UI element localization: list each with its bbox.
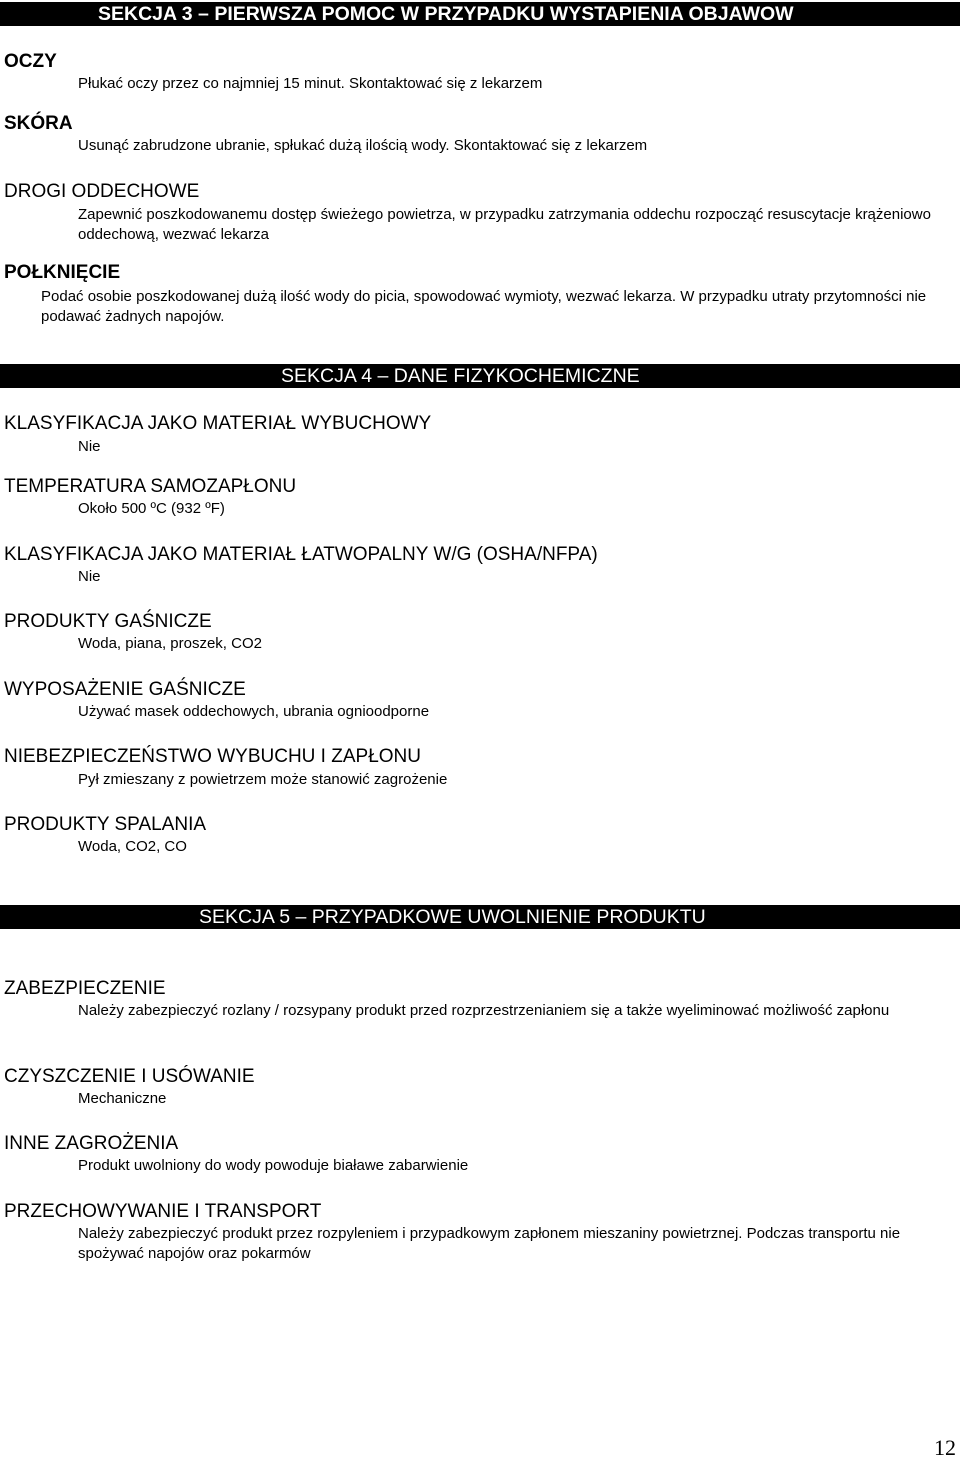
autoignition-temperature-heading: TEMPERATURA SAMOZAPŁONU [4, 476, 297, 497]
firefighting-equipment-text: Używać masek oddechowych, ubrania ognioodporne [78, 703, 430, 720]
other-hazards-heading: INNE ZAGROŻENIA [4, 1133, 179, 1154]
storage-transport-text: Należy zabezpieczyć produkt przez rozpyleniem i przypadkowym zapłonem mieszaniny powietrznej. Podczas transportu nie spożywać napojów oraz pokarmów [78, 1225, 901, 1262]
swallowing-text: Podać osobie poszkodowanej dużą ilość wody do picia, spowodować wymioty, wezwać lekarza. W przypadku utraty przytomności nie podawać żadnych napojów. [41, 288, 927, 325]
page-number: 12 [934, 1435, 956, 1460]
combustion-products-heading: PRODUKTY SPALANIA [4, 814, 207, 835]
extinguishing-media-heading: PRODUKTY GAŚNICZE [4, 611, 212, 632]
explosion-hazard-text: Pył zmieszany z powietrzem może stanowić zagrożenie [78, 771, 448, 788]
section-5-header [0, 905, 960, 929]
eyes-text: Płukać oczy przez co najmniej 15 minut. Skontaktować się z lekarzem [78, 75, 543, 92]
storage-transport-heading: PRZECHOWYWANIE I TRANSPORT [4, 1201, 322, 1222]
firefighting-equipment-heading: WYPOSAŻENIE GAŚNICZE [4, 679, 246, 700]
protection-heading: ZABEZPIECZENIE [4, 978, 166, 999]
section-3-title: SEKCJA 3 – PIERWSZA POMOC W PRZYPADKU WYSTAPIENIA OBJAWOW [98, 3, 794, 25]
autoignition-temperature-text: Około 500 ºC (932 ºF) [78, 500, 225, 517]
airways-heading: DROGI ODDECHOWE [4, 181, 200, 202]
section-3-header [0, 2, 960, 26]
explosive-classification-heading: KLASYFIKACJA JAKO MATERIAŁ WYBUCHOWY [4, 413, 432, 434]
airways-text: Zapewnić poszkodowanemu dostęp świeżego powietrza, w przypadku zatrzymania oddechu rozpocząć resuscytacje krążeniowo oddechową, wezwać lekarza [78, 206, 931, 243]
cleanup-heading: CZYSZCZENIE I USÓWANIE [4, 1066, 255, 1087]
swallowing-heading: POŁKNIĘCIE [4, 262, 121, 283]
eyes-heading: OCZY [4, 51, 57, 72]
flammable-classification-text: Nie [78, 568, 101, 585]
section-4-header [0, 364, 960, 388]
protection-text: Należy zabezpieczyć rozlany / rozsypany produkt przed rozprzestrzenianiem się a także wyeliminować możliwość zapłonu [78, 1002, 890, 1019]
skin-heading: SKÓRA [4, 113, 73, 134]
flammable-classification-heading: KLASYFIKACJA JAKO MATERIAŁ ŁATWOPALNY W/G (OSHA/NFPA) [4, 544, 598, 565]
explosive-classification-text: Nie [78, 438, 101, 455]
extinguishing-media-text: Woda, piana, proszek, CO2 [78, 635, 262, 652]
cleanup-text: Mechaniczne [78, 1090, 167, 1107]
other-hazards-text: Produkt uwolniony do wody powoduje białawe zabarwienie [78, 1157, 469, 1174]
section-4-title: SEKCJA 4 – DANE FIZYKOCHEMICZNE [281, 365, 640, 387]
combustion-products-text: Woda, CO2, CO [78, 838, 187, 855]
skin-text: Usunąć zabrudzone ubranie, spłukać dużą ilością wody. Skontaktować się z lekarzem [78, 137, 648, 154]
section-5-title: SEKCJA 5 – PRZYPADKOWE UWOLNIENIE PRODUKTU [199, 906, 706, 928]
explosion-hazard-heading: NIEBEZPIECZEŃSTWO WYBUCHU I ZAPŁONU [4, 746, 421, 767]
